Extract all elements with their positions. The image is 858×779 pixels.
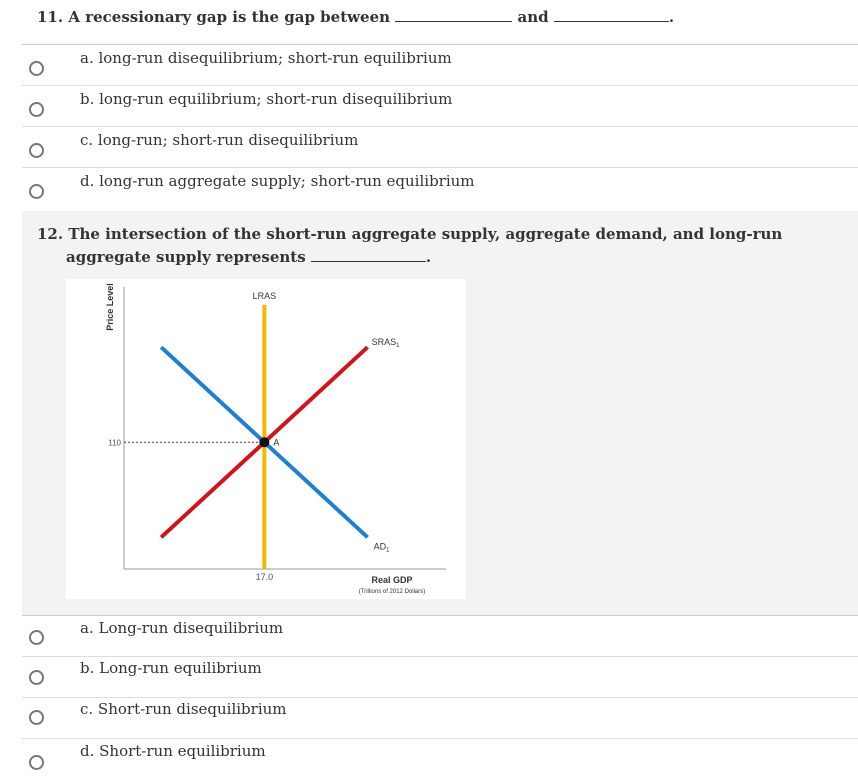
lras-label-text: LRAS <box>252 291 277 301</box>
q12-blank <box>311 249 426 262</box>
chart-panel <box>66 279 466 599</box>
x-axis-label: Real GDP <box>371 575 413 585</box>
q12-title-line2 <box>66 248 431 266</box>
q11-end: . <box>668 8 675 26</box>
y-axis-label: Price Level <box>105 283 115 331</box>
sras-label-text: SRAS <box>371 337 397 348</box>
lras-label <box>253 291 277 301</box>
radio-button[interactable] <box>29 670 44 685</box>
radio-button[interactable] <box>29 61 44 76</box>
equilibrium-point <box>259 437 269 447</box>
q11-prefix: A recessionary gap is the gap between <box>68 8 391 26</box>
option-label: c. long-run; short-run disequilibrium <box>80 131 359 149</box>
radio-button[interactable] <box>29 102 44 117</box>
q11-option-c[interactable] <box>22 127 858 168</box>
q11-blank-1 <box>395 9 512 22</box>
option-label: a. Long-run disequilibrium <box>80 619 284 637</box>
radio-button[interactable] <box>29 710 44 725</box>
radio-button[interactable] <box>29 630 44 645</box>
radio-button[interactable] <box>29 143 44 158</box>
sras-label <box>372 337 401 349</box>
radio-button[interactable] <box>29 755 44 770</box>
q12-line2: aggregate supply represents <box>66 248 306 266</box>
option-label: d. long-run aggregate supply; short-run equilibrium <box>80 172 475 190</box>
radio-button[interactable] <box>29 184 44 199</box>
as-ad-chart <box>66 279 466 599</box>
q12-end: . <box>425 248 432 266</box>
q12-option-d[interactable] <box>22 739 858 779</box>
q11-option-b[interactable] <box>22 86 858 127</box>
option-label: a. long-run disequilibrium; short-run equilibrium <box>80 49 452 67</box>
q12-option-b[interactable] <box>22 657 858 698</box>
q12-block <box>22 211 858 759</box>
x-tick-label: 17.0 <box>255 572 274 582</box>
equilibrium-label: A <box>273 437 280 448</box>
q12-title-line1 <box>37 225 782 243</box>
q11-options <box>22 44 858 211</box>
option-label: b. long-run equilibrium; short-run disequilibrium <box>80 90 453 108</box>
x-axis-sublabel: (Trillions of 2012 Dollars) <box>358 589 426 595</box>
ad-label-subscript: 1 <box>386 547 390 554</box>
q11-option-a[interactable] <box>22 45 858 86</box>
sras-label-subscript: 1 <box>396 343 400 350</box>
option-label: b. Long-run equilibrium <box>80 659 262 677</box>
q11-connector: and <box>517 8 549 26</box>
ad-label-text: AD <box>373 541 387 552</box>
y-tick-label: 110 <box>108 438 121 448</box>
q12-line1: The intersection of the short-run aggregate supply, aggregate demand, and long-run <box>68 225 783 243</box>
q11-title <box>37 8 674 26</box>
q11-blank-2 <box>554 9 669 22</box>
q12-number: 12. <box>37 225 64 243</box>
q11-option-d[interactable] <box>22 168 858 208</box>
ad-label <box>374 541 391 553</box>
option-label: d. Short-run equilibrium <box>80 742 266 760</box>
q12-option-a[interactable] <box>22 616 858 657</box>
q12-options <box>22 615 858 760</box>
q12-option-c[interactable] <box>22 698 858 739</box>
option-label: c. Short-run disequilibrium <box>80 700 287 718</box>
q11-number: 11. <box>37 8 64 26</box>
